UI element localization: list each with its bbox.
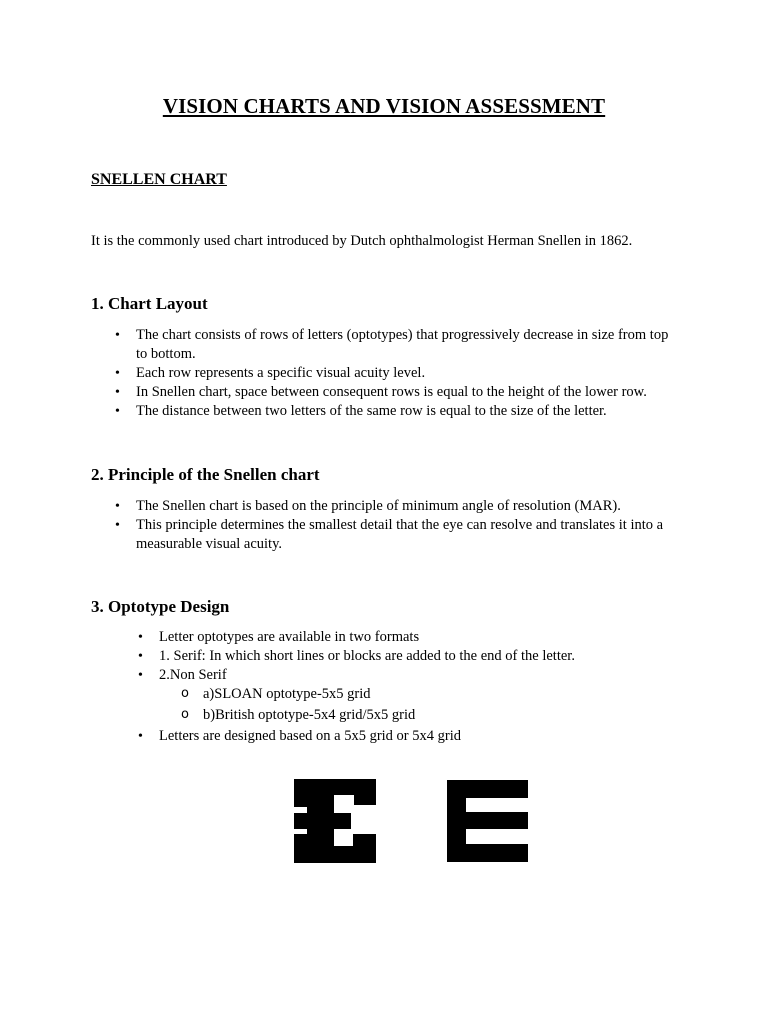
bullet-icon: • [115, 518, 120, 533]
list-item: • The chart consists of rows of letters (optotypes) that progressively decrease in size from top to bottom. [115, 327, 669, 362]
bullet-icon: • [138, 729, 143, 744]
sub-list-item: o b)British optotype-5x4 grid/5x5 grid [181, 707, 416, 723]
bullet-icon: • [115, 366, 120, 381]
sub-list-item: o a)SLOAN optotype-5x5 grid [181, 686, 371, 702]
chart-layout-list [115, 326, 681, 421]
bullet-icon: • [115, 328, 120, 343]
list-item: • The distance between two letters of the same row is equal to the size of the letter. [115, 403, 607, 419]
bullet-icon: • [115, 499, 120, 514]
optotype-figure [293, 777, 533, 867]
principle-list [115, 497, 681, 554]
bullet-icon: • [138, 668, 143, 683]
list-item: • Letter optotypes are available in two formats [138, 629, 420, 645]
list-item: • Letters are designed based on a 5x5 grid or 5x4 grid [138, 728, 461, 744]
hollow-bullet-icon: o [181, 686, 189, 701]
serif-e-icon [294, 779, 376, 863]
list-item: • In Snellen chart, space between consequent rows is equal to the height of the lower row. [115, 384, 647, 400]
optotype-list [138, 628, 699, 746]
sans-serif-e-icon [447, 780, 528, 862]
bullet-icon: • [138, 630, 143, 645]
intro-paragraph: It is the commonly used chart introduced by Dutch ophthalmologist Herman Snellen in 1862. [91, 233, 633, 249]
bullet-icon: • [115, 404, 120, 419]
bullet-icon: • [115, 385, 120, 400]
optotype-figure-svg [293, 777, 533, 867]
section-subtitle: SNELLEN CHART [91, 171, 227, 188]
hollow-bullet-icon: o [181, 707, 189, 722]
heading-optotype-design: 3. Optotype Design [91, 597, 230, 616]
list-item: • The Snellen chart is based on the principle of minimum angle of resolution (MAR). [115, 498, 621, 514]
heading-chart-layout: 1. Chart Layout [91, 294, 208, 313]
heading-snellen-principle: 2. Principle of the Snellen chart [91, 465, 320, 484]
document-title: VISION CHARTS AND VISION ASSESSMENT [162, 94, 606, 118]
list-item: • 1. Serif: In which short lines or blocks are added to the end of the letter. [138, 648, 575, 664]
list-item: • This principle determines the smallest detail that the eye can resolve and translates it into a measurable visual acuity. [115, 517, 664, 552]
list-item: • 2.Non Serif o a)SLOAN optotype-5x5 grid o b)British optotype-5x4 grid/5x5 grid [159, 666, 699, 725]
non-serif-sublist [159, 685, 699, 725]
bullet-icon: • [138, 649, 143, 664]
list-item: • Each row represents a specific visual acuity level. [115, 365, 426, 381]
